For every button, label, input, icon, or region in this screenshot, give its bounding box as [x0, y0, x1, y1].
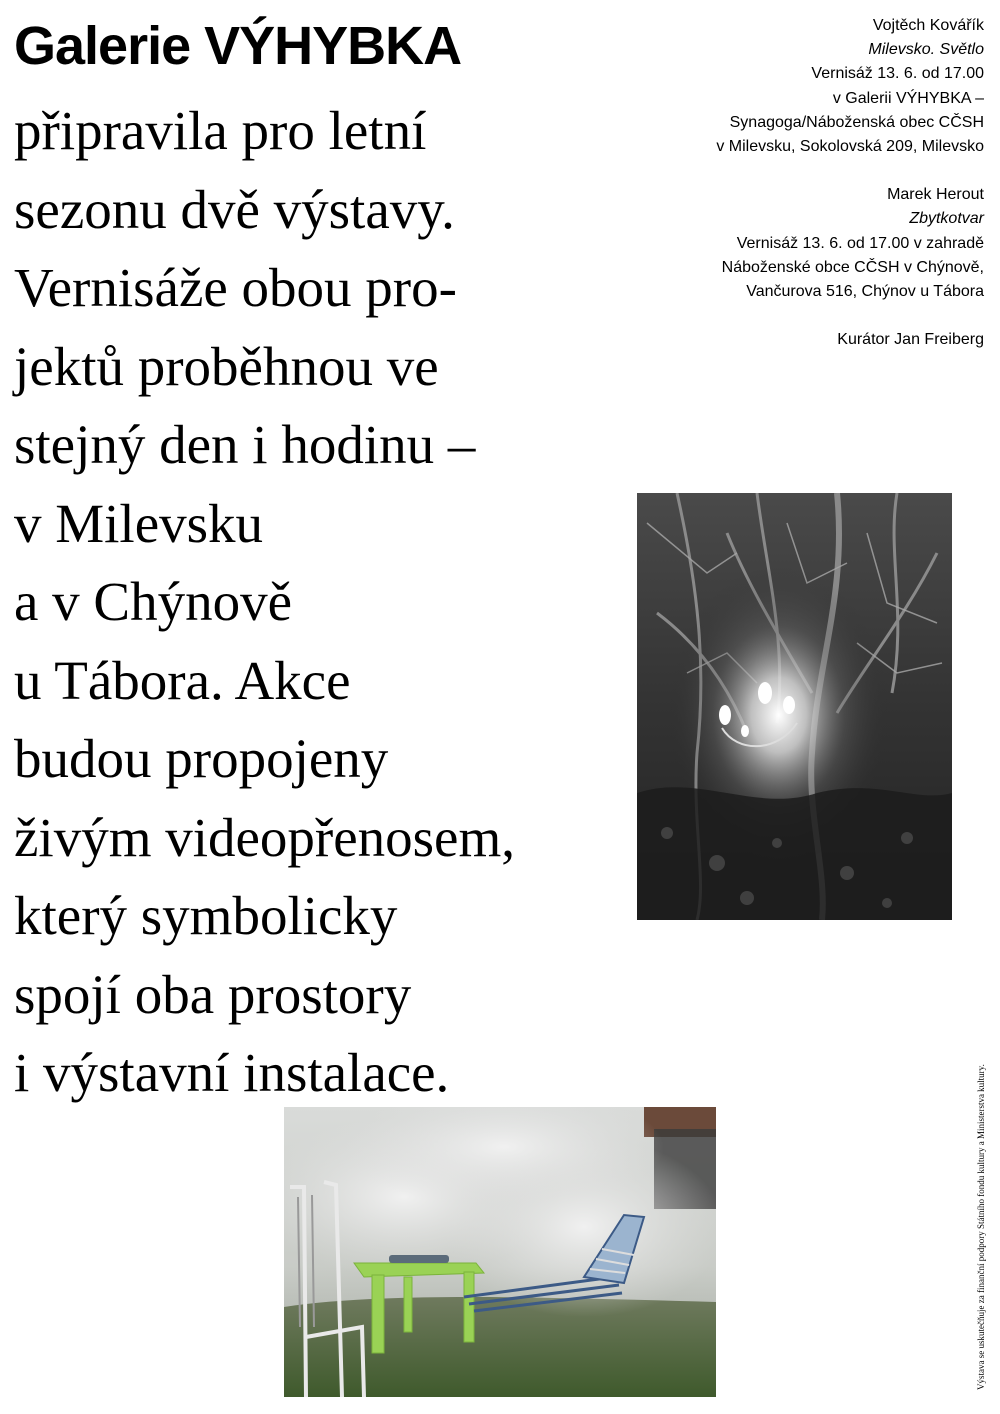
exhibition-detail: v Galerii VÝHYBKA –	[832, 89, 984, 107]
announcement-line: spojí oba prostory	[14, 963, 412, 1025]
announcement-line: který symbolicky	[14, 885, 398, 946]
funding-credit-text: Výstava se uskutečňuje za finanční podpory Státního fondu kultury a Ministerstva kultury.	[976, 1064, 986, 1390]
announcement-text	[14, 92, 634, 1113]
exhibition-title: Zbytkotvar	[909, 210, 984, 228]
exhibition-detail: Synagoga/Náboženská obec CČSH	[729, 113, 984, 131]
exhibition-info	[604, 14, 984, 376]
poster-title: Galerie VÝHYBKA	[14, 16, 462, 76]
announcement-line: připravila pro letní	[14, 100, 427, 161]
exhibition-2	[604, 183, 984, 304]
artist-name: Marek Herout	[887, 186, 984, 204]
exhibition-detail: Vernisáž 13. 6. od 17.00 v zahradě	[736, 234, 984, 252]
announcement-line: v Milevsku	[14, 492, 264, 554]
exhibition-detail: Vernisáž 13. 6. od 17.00	[811, 65, 984, 83]
announcement-line: a v Chýnově	[14, 571, 293, 632]
announcement-line: jektů proběhnou ve	[14, 335, 439, 397]
announcement-line: živým videopřenosem,	[14, 806, 515, 868]
curator-block	[604, 328, 984, 352]
exhibition-detail: Vančurova 516, Chýnov u Tábora	[746, 283, 984, 301]
announcement-line: stejný den i hodinu –	[14, 414, 476, 475]
exhibition-1	[604, 14, 984, 159]
smoky-garden-photo	[284, 1107, 716, 1397]
exhibition-detail: v Milevsku, Sokolovská 209, Milevsko	[716, 138, 984, 156]
announcement-line: Vernisáže obou pro-	[14, 257, 457, 318]
artist-name: Vojtěch Kovářík	[872, 17, 984, 34]
exhibition-detail: Náboženské obce CČSH v Chýnově,	[721, 258, 984, 276]
exhibition-title: Milevsko. Světlo	[868, 41, 984, 59]
announcement-line: i výstavní instalace.	[14, 1042, 450, 1103]
night-tree-chandelier-photo	[637, 493, 952, 920]
announcement-line: u Tábora. Akce	[14, 649, 351, 711]
announcement-line: budou propojeny	[14, 728, 389, 789]
curator: Kurátor Jan Freiberg	[837, 331, 984, 349]
announcement-line: sezonu dvě výstavy.	[14, 178, 455, 240]
